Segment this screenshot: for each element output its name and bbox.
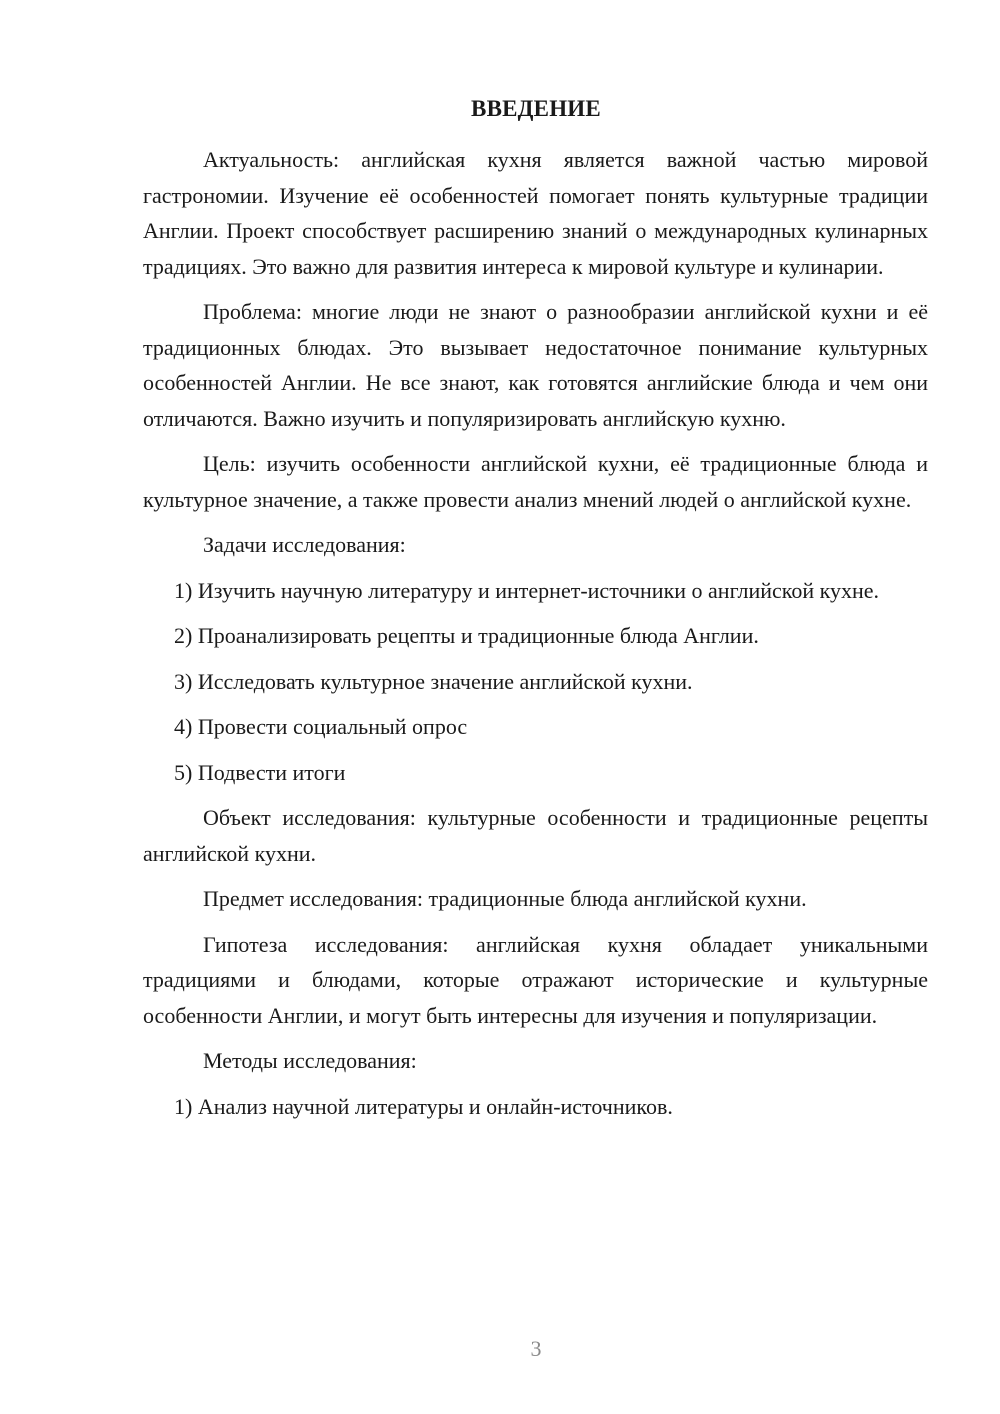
page-body	[143, 142, 928, 1134]
task-item: 4) Провести социальный опрос	[174, 714, 468, 739]
task-item: 2) Проанализировать рецепты и традиционные блюда Англии.	[174, 623, 759, 648]
paragraph-hypothesis: Гипотеза исследования: английская кухня обладает уникальными традициями и блюдами, которые отражают исторические и культурные особенности Англии, и могут быть интересны для изучения и популяризации.	[143, 931, 928, 1028]
methods-title: Методы исследования:	[203, 1048, 417, 1073]
section-heading: ВВЕДЕНИЕ	[471, 96, 601, 121]
paragraph-relevance: Актуальность: английская кухня является важной частью мировой гастрономии. Изучение её особенностей помогает понять культурные традиции Англии. Проект способствует расширению знаний о международных кулинарных традициях. Это важно для развития интереса к мировой культуре и кулинарии.	[143, 147, 928, 279]
paragraph-object: Объект исследования: культурные особенности и традиционные рецепты английской кухни.	[143, 805, 928, 866]
paragraph-goal: Цель: изучить особенности английской кухни, её традиционные блюда и культурное значение, а также провести анализ мнений людей о английской кухне.	[143, 451, 928, 512]
task-item: 3) Исследовать культурное значение английской кухни.	[174, 668, 693, 694]
paragraph-problem: Проблема: многие люди не знают о разнообразии английской кухни и её традиционных блюдах. Это вызывает недостаточное понимание культурных особенностей Англии. Не все знают, как готовятся английские блюда и чем они отличаются. Важно изучить и популяризировать английскую кухню.	[143, 299, 928, 431]
method-item: 1) Анализ научной литературы и онлайн-источников.	[174, 1093, 673, 1119]
task-item: 1) Изучить научную литературу и интернет-источники о английской кухне.	[174, 577, 880, 603]
task-item: 5) Подвести итоги	[174, 759, 346, 785]
tasks-title: Задачи исследования:	[203, 532, 406, 557]
page-number: 3	[530, 1336, 542, 1361]
paragraph-subject: Предмет исследования: традиционные блюда английской кухни.	[203, 886, 807, 911]
